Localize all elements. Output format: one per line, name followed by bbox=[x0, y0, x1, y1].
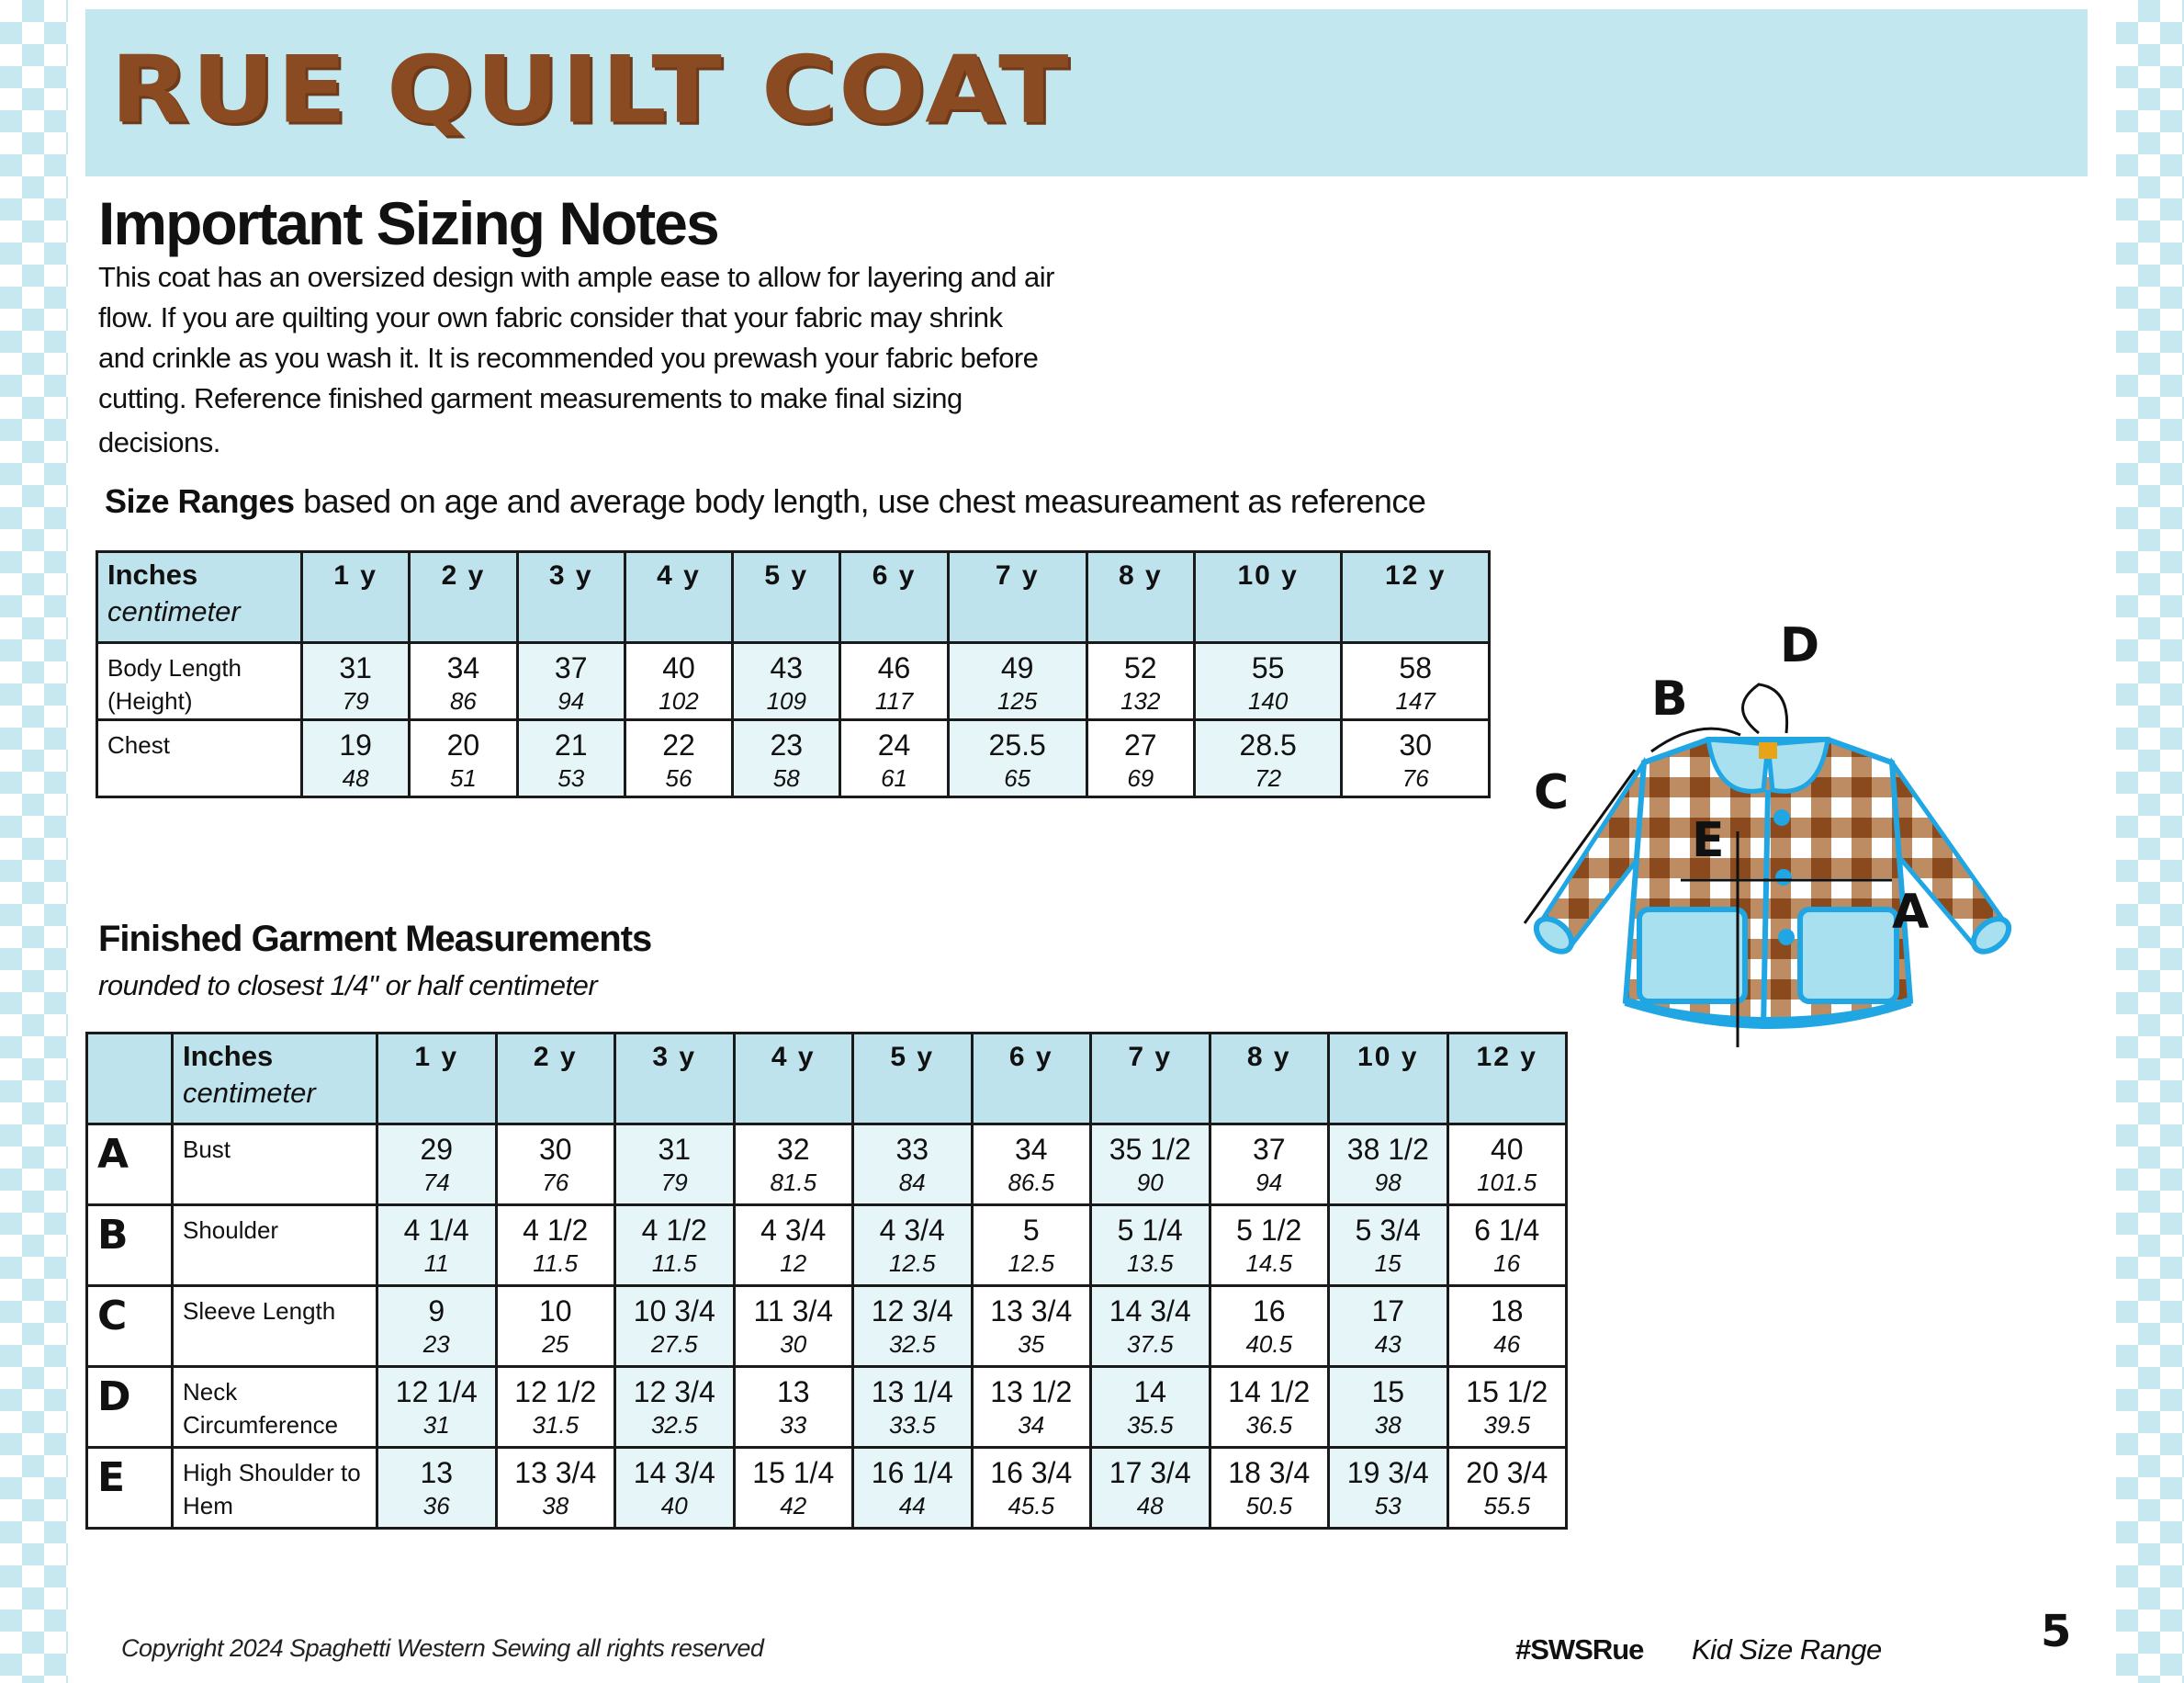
collar-label bbox=[1759, 742, 1777, 759]
hashtag: #SWSRue bbox=[1515, 1633, 1644, 1666]
intro-line: This coat has an oversized design with ample ease to allow for layering and air bbox=[98, 261, 1054, 293]
unit-centimeter: centimeter bbox=[107, 595, 241, 627]
value-inches: 16 3/4 bbox=[990, 1456, 1073, 1489]
unit-header bbox=[173, 1034, 377, 1124]
value-cm: 147 bbox=[1395, 687, 1435, 715]
value-cell bbox=[615, 1205, 735, 1286]
value-cm: 34 bbox=[1018, 1411, 1045, 1439]
value-cell bbox=[1091, 1205, 1210, 1286]
value-inches: 52 bbox=[1124, 651, 1157, 684]
value-inches: 34 bbox=[1014, 1133, 1048, 1166]
row-label: Bust bbox=[173, 1124, 377, 1205]
value-inches: 32 bbox=[776, 1133, 810, 1166]
intro-line: decisions. bbox=[98, 426, 220, 458]
value-cell bbox=[840, 720, 948, 797]
value-cell bbox=[1447, 1286, 1567, 1367]
value-cm: 12.5 bbox=[1008, 1249, 1055, 1277]
page-number: 5 bbox=[2041, 1606, 2072, 1657]
value-cell bbox=[1447, 1448, 1567, 1529]
value-inches: 29 bbox=[420, 1133, 454, 1166]
value-cell bbox=[1210, 1205, 1329, 1286]
size-column-header: 4 y bbox=[734, 1034, 853, 1124]
value-cell bbox=[1329, 1367, 1448, 1448]
value-inches: 12 1/2 bbox=[514, 1375, 597, 1408]
size-column-header: 8 y bbox=[1210, 1034, 1329, 1124]
row-label: High Shoulder to Hem bbox=[173, 1448, 377, 1529]
value-cm: 46 bbox=[1493, 1330, 1521, 1358]
value-inches: 14 3/4 bbox=[633, 1456, 715, 1489]
size-column-header: 2 y bbox=[496, 1034, 615, 1124]
value-cell bbox=[625, 643, 732, 720]
value-cell bbox=[1091, 1367, 1210, 1448]
value-cm: 98 bbox=[1374, 1169, 1402, 1196]
value-cm: 36 bbox=[422, 1492, 450, 1519]
value-cm: 56 bbox=[665, 764, 692, 792]
value-inches: 43 bbox=[770, 651, 804, 684]
value-inches: 13 bbox=[776, 1375, 810, 1408]
value-cell bbox=[1091, 1448, 1210, 1529]
value-inches: 14 bbox=[1133, 1375, 1167, 1408]
value-cm: 61 bbox=[881, 764, 907, 792]
right-pocket bbox=[1800, 909, 1897, 1001]
value-cm: 102 bbox=[659, 687, 699, 715]
measurement-letter: D bbox=[87, 1367, 173, 1448]
size-column-header: 1 y bbox=[377, 1034, 497, 1124]
value-cm: 36.5 bbox=[1245, 1411, 1293, 1439]
value-cell bbox=[853, 1286, 973, 1367]
value-inches: 58 bbox=[1399, 651, 1432, 684]
size-ranges-text: based on age and average body length, use chest measureament as reference bbox=[294, 482, 1426, 520]
value-cell bbox=[1210, 1286, 1329, 1367]
value-cm: 79 bbox=[660, 1169, 688, 1196]
value-cm: 81.5 bbox=[770, 1169, 817, 1196]
size-column-header: 6 y bbox=[972, 1034, 1091, 1124]
size-column-header: 3 y bbox=[615, 1034, 735, 1124]
value-inches: 16 1/4 bbox=[871, 1456, 953, 1489]
value-inches: 23 bbox=[770, 729, 804, 762]
value-cell bbox=[840, 643, 948, 720]
table-row bbox=[87, 1286, 1567, 1367]
value-cm: 86.5 bbox=[1008, 1169, 1055, 1196]
value-cm: 12 bbox=[780, 1249, 807, 1277]
value-inches: 13 1/4 bbox=[871, 1375, 953, 1408]
value-cm: 25 bbox=[542, 1330, 569, 1358]
value-inches: 6 1/4 bbox=[1474, 1214, 1540, 1247]
sizing-notes-heading: Important Sizing Notes bbox=[98, 189, 718, 257]
value-inches: 30 bbox=[1399, 729, 1432, 762]
size-column-header: 7 y bbox=[1091, 1034, 1210, 1124]
coat-diagram bbox=[1488, 616, 2085, 1084]
value-cm: 65 bbox=[1004, 764, 1031, 792]
value-cm: 48 bbox=[1136, 1492, 1164, 1519]
value-cell bbox=[972, 1448, 1091, 1529]
value-inches: 55 bbox=[1251, 651, 1285, 684]
value-cm: 35.5 bbox=[1126, 1411, 1174, 1439]
table-row bbox=[87, 1448, 1567, 1529]
value-cell bbox=[1342, 643, 1490, 720]
value-cm: 23 bbox=[422, 1330, 450, 1358]
table-row bbox=[97, 643, 1490, 720]
value-cell bbox=[734, 1124, 853, 1205]
value-cell bbox=[615, 1124, 735, 1205]
label-e: E bbox=[1692, 813, 1725, 868]
value-cm: 76 bbox=[542, 1169, 569, 1196]
value-cm: 33 bbox=[780, 1411, 807, 1439]
value-cm: 69 bbox=[1127, 764, 1154, 792]
value-inches: 13 1/2 bbox=[990, 1375, 1073, 1408]
value-cm: 12.5 bbox=[888, 1249, 936, 1277]
copyright: Copyright 2024 Spaghetti Western Sewing all rights reserved bbox=[121, 1634, 764, 1662]
finished-measurements-table bbox=[85, 1032, 1568, 1530]
value-cell bbox=[496, 1448, 615, 1529]
value-cm: 16 bbox=[1493, 1249, 1521, 1277]
value-cell bbox=[496, 1205, 615, 1286]
value-cm: 125 bbox=[996, 687, 1038, 715]
value-cell bbox=[853, 1448, 973, 1529]
unit-inches: Inches bbox=[183, 1040, 274, 1072]
value-cm: 32.5 bbox=[650, 1411, 698, 1439]
value-cell bbox=[377, 1286, 497, 1367]
value-inches: 20 3/4 bbox=[1466, 1456, 1548, 1489]
value-inches: 19 bbox=[339, 729, 372, 762]
size-ranges-caption bbox=[105, 482, 1425, 521]
value-inches: 21 bbox=[554, 729, 588, 762]
value-cell bbox=[1091, 1124, 1210, 1205]
value-inches: 14 1/2 bbox=[1228, 1375, 1311, 1408]
value-cell bbox=[734, 1286, 853, 1367]
value-cm: 31.5 bbox=[532, 1411, 580, 1439]
value-inches: 31 bbox=[658, 1133, 692, 1166]
value-cell bbox=[1194, 720, 1341, 797]
value-inches: 5 3/4 bbox=[1355, 1214, 1421, 1247]
button bbox=[1773, 809, 1790, 826]
value-cell bbox=[734, 1448, 853, 1529]
left-pocket bbox=[1639, 909, 1745, 1001]
label-c: C bbox=[1534, 765, 1570, 820]
value-inches: 13 3/4 bbox=[990, 1294, 1073, 1327]
unit-header bbox=[97, 552, 302, 643]
value-cm: 42 bbox=[780, 1492, 807, 1519]
value-inches: 40 bbox=[1490, 1133, 1524, 1166]
value-cell bbox=[496, 1367, 615, 1448]
size-column-header: 12 y bbox=[1342, 552, 1490, 643]
value-cell bbox=[496, 1124, 615, 1205]
value-inches: 31 bbox=[339, 651, 372, 684]
intro-line: and crinkle as you wash it. It is recommended you prewash your fabric before bbox=[98, 342, 1039, 374]
value-inches: 15 1/2 bbox=[1466, 1375, 1548, 1408]
unit-inches: Inches bbox=[107, 559, 198, 591]
value-cm: 94 bbox=[557, 687, 585, 715]
value-cm: 86 bbox=[449, 687, 477, 715]
measurement-letter: A bbox=[87, 1124, 173, 1205]
value-cell bbox=[948, 720, 1086, 797]
value-inches: 30 bbox=[538, 1133, 572, 1166]
value-cell bbox=[517, 643, 625, 720]
size-column-header: 4 y bbox=[625, 552, 732, 643]
size-column-header: 12 y bbox=[1447, 1034, 1567, 1124]
value-cm: 76 bbox=[1402, 764, 1429, 792]
value-cm: 84 bbox=[898, 1169, 926, 1196]
value-cell bbox=[302, 643, 410, 720]
value-inches: 20 bbox=[446, 729, 480, 762]
value-inches: 17 bbox=[1371, 1294, 1405, 1327]
size-column-header: 10 y bbox=[1194, 552, 1341, 643]
value-cell bbox=[1194, 643, 1341, 720]
value-cm: 33.5 bbox=[888, 1411, 936, 1439]
value-cell bbox=[972, 1124, 1091, 1205]
value-inches: 12 3/4 bbox=[633, 1375, 715, 1408]
value-cell bbox=[948, 643, 1086, 720]
value-cell bbox=[734, 1367, 853, 1448]
value-cell bbox=[496, 1286, 615, 1367]
value-cell bbox=[972, 1367, 1091, 1448]
value-inches: 4 1/2 bbox=[523, 1214, 589, 1247]
value-cm: 38 bbox=[542, 1492, 569, 1519]
measurement-letter: E bbox=[87, 1448, 173, 1529]
value-cell bbox=[377, 1124, 497, 1205]
label-d: D bbox=[1780, 618, 1820, 673]
fgm-table-header bbox=[87, 1034, 1567, 1124]
value-inches: 15 1/4 bbox=[752, 1456, 835, 1489]
value-inches: 25.5 bbox=[988, 729, 1046, 762]
value-inches: 19 3/4 bbox=[1346, 1456, 1429, 1489]
value-cell bbox=[1086, 643, 1194, 720]
value-inches: 4 1/4 bbox=[403, 1214, 469, 1247]
value-cm: 132 bbox=[1120, 687, 1161, 715]
value-cell bbox=[1329, 1448, 1448, 1529]
value-inches: 4 3/4 bbox=[760, 1214, 827, 1247]
value-inches: 12 1/4 bbox=[395, 1375, 478, 1408]
value-cm: 90 bbox=[1136, 1169, 1164, 1196]
value-cm: 39.5 bbox=[1483, 1411, 1531, 1439]
value-inches: 4 3/4 bbox=[879, 1214, 945, 1247]
intro-paragraph bbox=[98, 257, 1109, 463]
value-cell bbox=[625, 720, 732, 797]
table-row bbox=[97, 720, 1490, 797]
table-row bbox=[87, 1367, 1567, 1448]
label-a: A bbox=[1892, 885, 1930, 940]
value-cm: 53 bbox=[1374, 1492, 1402, 1519]
checker-border-left bbox=[0, 0, 68, 1683]
value-inches: 37 bbox=[1252, 1133, 1286, 1166]
size-column-header: 1 y bbox=[302, 552, 410, 643]
value-cell bbox=[853, 1124, 973, 1205]
value-cm: 43 bbox=[1374, 1330, 1402, 1358]
value-cm: 37.5 bbox=[1126, 1330, 1174, 1358]
value-inches: 17 3/4 bbox=[1109, 1456, 1191, 1489]
value-cell bbox=[1342, 720, 1490, 797]
value-inches: 46 bbox=[877, 651, 911, 684]
measurement-letter: C bbox=[87, 1286, 173, 1367]
value-cell bbox=[733, 643, 840, 720]
value-cm: 32.5 bbox=[888, 1330, 936, 1358]
value-cell bbox=[972, 1205, 1091, 1286]
value-cm: 55.5 bbox=[1483, 1492, 1531, 1519]
value-cell bbox=[517, 720, 625, 797]
fgm-title: Finished Garment Measurements bbox=[98, 919, 652, 959]
value-cm: 40.5 bbox=[1245, 1330, 1293, 1358]
value-cm: 140 bbox=[1247, 687, 1289, 715]
value-inches: 38 1/2 bbox=[1346, 1133, 1429, 1166]
value-cm: 14.5 bbox=[1245, 1249, 1293, 1277]
value-inches: 9 bbox=[428, 1294, 445, 1327]
value-cm: 117 bbox=[874, 687, 914, 715]
value-cell bbox=[734, 1205, 853, 1286]
unit-centimeter: centimeter bbox=[183, 1077, 316, 1109]
row-label: Shoulder bbox=[173, 1205, 377, 1286]
value-cell bbox=[302, 720, 410, 797]
value-cell bbox=[1091, 1286, 1210, 1367]
value-cell bbox=[1447, 1205, 1567, 1286]
value-cm: 53 bbox=[557, 764, 585, 792]
value-inches: 12 3/4 bbox=[871, 1294, 953, 1327]
value-inches: 16 bbox=[1252, 1294, 1286, 1327]
value-cell bbox=[1447, 1367, 1567, 1448]
value-cm: 38 bbox=[1374, 1411, 1402, 1439]
size-column-header: 2 y bbox=[410, 552, 517, 643]
value-inches: 10 3/4 bbox=[633, 1294, 715, 1327]
value-cell bbox=[410, 643, 517, 720]
value-cell bbox=[1210, 1367, 1329, 1448]
value-cell bbox=[1086, 720, 1194, 797]
table-row bbox=[87, 1205, 1567, 1286]
value-inches: 5 bbox=[1022, 1214, 1040, 1247]
table-row bbox=[87, 1124, 1567, 1205]
value-inches: 34 bbox=[446, 651, 480, 684]
value-cell bbox=[410, 720, 517, 797]
value-inches: 18 3/4 bbox=[1228, 1456, 1311, 1489]
row-label: Body Length (Height) bbox=[97, 643, 302, 720]
value-cm: 44 bbox=[898, 1492, 926, 1519]
size-column-header: 7 y bbox=[948, 552, 1086, 643]
value-cell bbox=[615, 1448, 735, 1529]
value-cell bbox=[853, 1205, 973, 1286]
value-cell bbox=[853, 1367, 973, 1448]
size-range-table bbox=[96, 550, 1491, 798]
value-cm: 51 bbox=[449, 764, 477, 792]
page-title: RUE QUILT COAT bbox=[110, 37, 1071, 144]
value-inches: 28.5 bbox=[1239, 729, 1297, 762]
measurement-letter: B bbox=[87, 1205, 173, 1286]
value-cell bbox=[615, 1367, 735, 1448]
value-cm: 109 bbox=[766, 687, 806, 715]
value-cell bbox=[972, 1286, 1091, 1367]
value-inches: 10 bbox=[538, 1294, 572, 1327]
value-cell bbox=[1329, 1205, 1448, 1286]
checker-border-right bbox=[2116, 0, 2184, 1683]
value-inches: 11 3/4 bbox=[753, 1294, 834, 1327]
value-cell bbox=[377, 1205, 497, 1286]
value-inches: 5 1/4 bbox=[1117, 1214, 1183, 1247]
value-cm: 45.5 bbox=[1008, 1492, 1055, 1519]
size-range-label: Kid Size Range bbox=[1692, 1633, 1882, 1666]
button bbox=[1778, 929, 1795, 945]
value-inches: 14 3/4 bbox=[1109, 1294, 1191, 1327]
value-cell bbox=[1210, 1124, 1329, 1205]
value-inches: 4 1/2 bbox=[641, 1214, 707, 1247]
value-inches: 18 bbox=[1490, 1294, 1524, 1327]
value-cm: 101.5 bbox=[1477, 1169, 1537, 1196]
size-table-header bbox=[97, 552, 1490, 643]
value-cell bbox=[1329, 1286, 1448, 1367]
size-column-header: 8 y bbox=[1086, 552, 1194, 643]
value-inches: 13 bbox=[420, 1456, 454, 1489]
row-label: Neck Circumference bbox=[173, 1367, 377, 1448]
value-cell bbox=[1329, 1124, 1448, 1205]
intro-line: flow. If you are quilting your own fabric consider that your fabric may shrink bbox=[98, 301, 1003, 333]
row-label: Sleeve Length bbox=[173, 1286, 377, 1367]
value-inches: 27 bbox=[1124, 729, 1157, 762]
value-inches: 40 bbox=[662, 651, 695, 684]
value-cm: 30 bbox=[780, 1330, 807, 1358]
fgm-subtitle: rounded to closest 1/4" or half centimeter bbox=[98, 969, 598, 1001]
value-inches: 15 bbox=[1371, 1375, 1405, 1408]
value-cell bbox=[377, 1367, 497, 1448]
value-inches: 37 bbox=[554, 651, 588, 684]
value-cm: 11 bbox=[423, 1249, 449, 1277]
value-inches: 49 bbox=[1000, 651, 1034, 684]
value-cm: 40 bbox=[660, 1492, 688, 1519]
size-ranges-label: Size Ranges bbox=[105, 482, 295, 520]
value-cm: 11.5 bbox=[533, 1249, 579, 1277]
value-cm: 50.5 bbox=[1245, 1492, 1293, 1519]
value-inches: 22 bbox=[662, 729, 695, 762]
value-cell bbox=[1210, 1448, 1329, 1529]
size-column-header: 3 y bbox=[517, 552, 625, 643]
button bbox=[1775, 869, 1792, 886]
value-cm: 27.5 bbox=[650, 1330, 698, 1358]
value-inches: 5 1/2 bbox=[1236, 1214, 1302, 1247]
value-cm: 35 bbox=[1018, 1330, 1045, 1358]
value-cm: 58 bbox=[772, 764, 800, 792]
value-cm: 72 bbox=[1255, 764, 1282, 792]
value-cm: 74 bbox=[422, 1169, 450, 1196]
value-cell bbox=[615, 1286, 735, 1367]
value-cm: 31 bbox=[422, 1411, 450, 1439]
value-inches: 33 bbox=[895, 1133, 929, 1166]
measure-d bbox=[1743, 684, 1787, 733]
size-column-header: 6 y bbox=[840, 552, 948, 643]
size-column-header: 5 y bbox=[733, 552, 840, 643]
value-cell bbox=[733, 720, 840, 797]
value-cell bbox=[1447, 1124, 1567, 1205]
value-cm: 15 bbox=[1374, 1249, 1402, 1277]
value-cm: 11.5 bbox=[651, 1249, 697, 1277]
value-cm: 48 bbox=[342, 764, 369, 792]
letter-header bbox=[87, 1034, 173, 1124]
value-cm: 94 bbox=[1255, 1169, 1283, 1196]
intro-line: cutting. Reference finished garment measurements to make final sizing bbox=[98, 382, 963, 414]
value-inches: 24 bbox=[877, 729, 911, 762]
value-cm: 79 bbox=[342, 687, 369, 715]
label-b: B bbox=[1651, 672, 1688, 727]
value-cell bbox=[377, 1448, 497, 1529]
size-column-header: 10 y bbox=[1329, 1034, 1448, 1124]
value-inches: 35 1/2 bbox=[1109, 1133, 1191, 1166]
row-label: Chest bbox=[97, 720, 302, 797]
value-cm: 13.5 bbox=[1126, 1249, 1174, 1277]
size-column-header: 5 y bbox=[853, 1034, 973, 1124]
value-inches: 13 3/4 bbox=[514, 1456, 597, 1489]
coat-illustration bbox=[1488, 616, 2085, 1084]
